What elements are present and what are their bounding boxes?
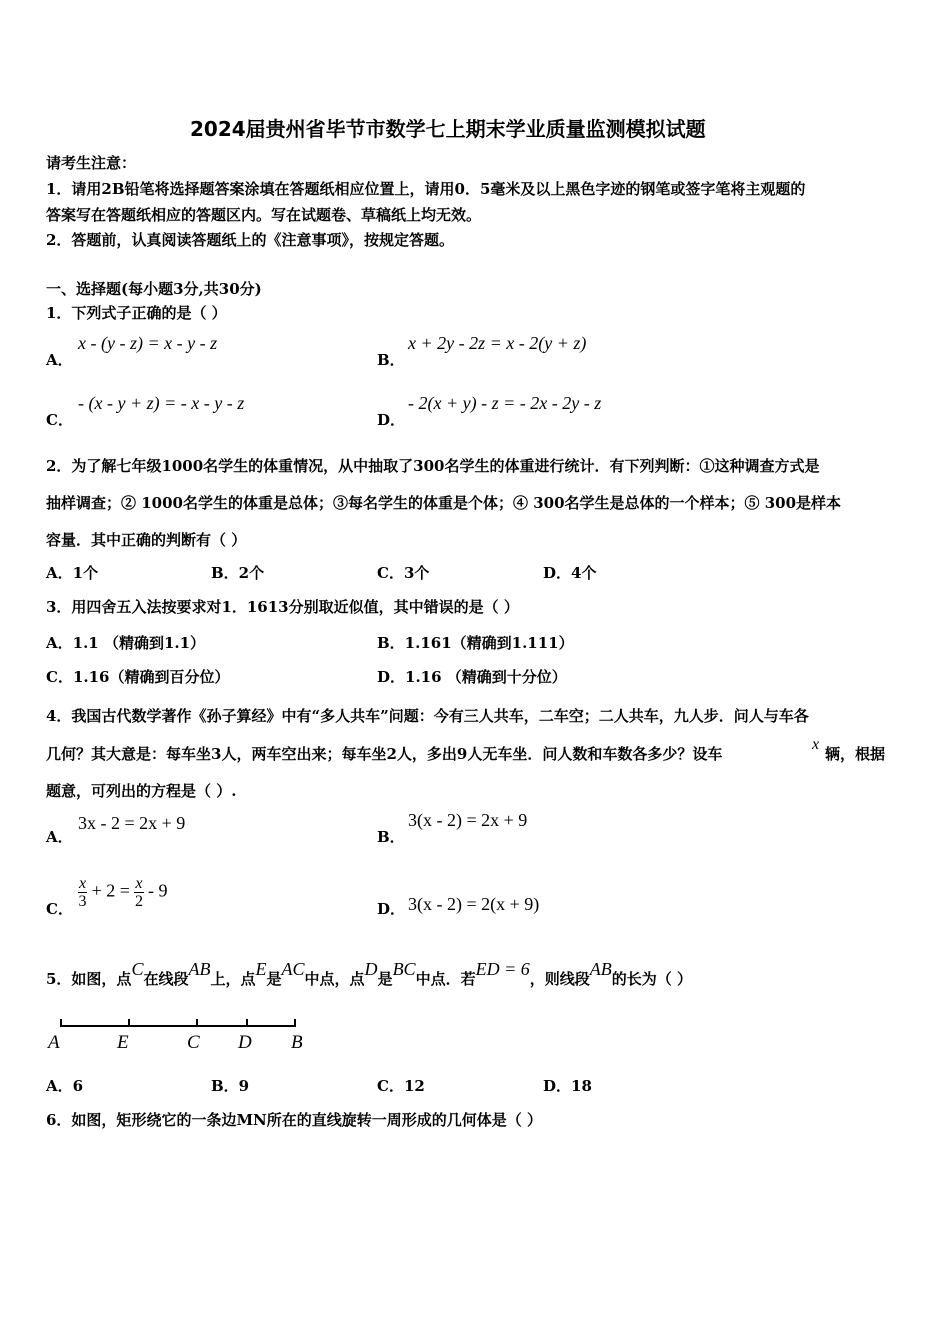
q5-var-d: D xyxy=(364,959,378,979)
q4-option-a-label: A． xyxy=(46,828,73,846)
q5-stem xyxy=(46,959,692,989)
point-a-label: A xyxy=(48,1032,60,1053)
page-title: 2024届贵州省毕节市数学七上期末学业质量监测模拟试题 xyxy=(190,117,706,141)
q5-option-d: D．18 xyxy=(543,1077,592,1095)
q4-line-2b: 辆，根据 xyxy=(825,745,886,763)
q5-text-5: 中点，点 xyxy=(304,970,365,988)
q5-text-6: 是 xyxy=(377,970,393,988)
q1-option-b: x + 2y - 2z = x - 2(y + z) xyxy=(408,333,587,353)
q1-option-d: - 2(x + y) - z = - 2x - 2y - z xyxy=(408,393,602,413)
q4-line-3: 题意，可列出的方程是（ ）. xyxy=(46,782,237,800)
q5-var-ab: AB xyxy=(188,959,211,979)
q5-var-c: C xyxy=(131,959,144,979)
q5-text-3: 上，点 xyxy=(210,970,256,988)
q4-line-2a: 几何？其大意是：每车坐3人，两车空出来；每车坐2人，多出9人无车坐．问人数和车数各多少？设车 xyxy=(46,745,723,763)
q4-option-c-label: C． xyxy=(46,900,73,918)
point-c-label: C xyxy=(187,1032,200,1053)
q3-option-d: D．1.16 （精确到十分位） xyxy=(377,668,567,686)
q1-option-b-label: B． xyxy=(377,351,405,369)
q2-line-1: 2．为了解七年级1000名学生的体重情况，从中抽取了300名学生的体重进行统计．有下列判断：①这种调查方式是 xyxy=(46,457,820,475)
q4-option-b: 3(x - 2) = 2x + 9 xyxy=(408,810,528,830)
q2-line-3: 容量．其中正确的判断有（ ） xyxy=(46,531,247,549)
q5-text-8: ，则线段 xyxy=(529,970,590,988)
q5-text-9: 的长为（ ） xyxy=(611,970,692,988)
q4-c-num-2: x xyxy=(135,875,143,892)
q5-var-bc: BC xyxy=(392,959,416,979)
q2-option-d: D．4个 xyxy=(543,564,597,582)
q5-option-a: A．6 xyxy=(46,1077,84,1095)
q3-option-b: B．1.161（精确到1.111） xyxy=(377,634,574,652)
point-e-label: E xyxy=(117,1032,129,1053)
section-heading: 一、选择题(每小题3分,共30分) xyxy=(46,280,262,298)
q5-text-7: 中点．若 xyxy=(415,970,476,988)
q2-option-a: A．1个 xyxy=(46,564,99,582)
point-d-label: D xyxy=(238,1032,252,1053)
q4-c-den-2: 2 xyxy=(134,893,143,910)
q1-option-a: x - (y - z) = x - y - z xyxy=(78,333,218,353)
q4-variable-x: x xyxy=(812,736,820,753)
q2-option-c: C．3个 xyxy=(377,564,430,582)
q2-option-b: B．2个 xyxy=(211,564,265,582)
q1-option-d-label: D． xyxy=(377,411,406,429)
notice-line-1: 1．请用2B铅笔将选择题答案涂填在答题纸相应位置上，请用0．5毫米及以上黑色字迹的钢笔或签字笔将主观题的 xyxy=(46,180,806,198)
q1-option-c: - (x - y + z) = - x - y - z xyxy=(78,393,245,413)
q3-option-c: C．1.16（精确到百分位） xyxy=(46,668,230,686)
q5-option-c: C．12 xyxy=(377,1077,425,1095)
q4-c-mid: + 2 = xyxy=(91,880,130,901)
q1-stem: 1．下列式子正确的是（ ） xyxy=(46,304,227,322)
q5-var-ac: AC xyxy=(281,959,305,979)
q4-c-num-1: x xyxy=(79,875,87,892)
tick-c xyxy=(196,1019,198,1027)
q4-option-b-label: B． xyxy=(377,828,405,846)
q5-var-ab-2: AB xyxy=(589,959,612,979)
q5-text-4: 是 xyxy=(266,970,282,988)
q5-text-2: 在线段 xyxy=(143,970,189,988)
q3-option-a: A．1.1 （精确到1.1） xyxy=(46,634,206,652)
q5-option-b: B．9 xyxy=(211,1077,250,1095)
tick-d xyxy=(246,1019,248,1027)
q4-line-1: 4．我国古代数学著作《孙子算经》中有“多人共车”问题：今有三人共车，二车空；二人共车，九人步．问人与车各 xyxy=(46,707,809,725)
q5-var-e: E xyxy=(255,959,267,979)
q4-option-a: 3x - 2 = 2x + 9 xyxy=(78,813,186,833)
q4-c-den-1: 3 xyxy=(78,893,87,910)
q6-stem: 6．如图，矩形绕它的一条边MN所在的直线旋转一周形成的几何体是（ ） xyxy=(46,1111,542,1129)
notice-line-2: 2．答题前，认真阅读答题纸上的《注意事项》，按规定答题。 xyxy=(46,231,454,249)
q4-option-d-label: D． xyxy=(377,900,406,918)
q5-text-1: 5．如图，点 xyxy=(46,970,132,988)
tick-e xyxy=(128,1019,130,1027)
tick-a xyxy=(60,1019,62,1027)
tick-b xyxy=(294,1019,296,1027)
segment-line xyxy=(60,1025,296,1027)
q3-stem: 3．用四舍五入法按要求对1．1613分别取近似值，其中错误的是（ ） xyxy=(46,598,519,616)
q4-option-d: 3(x - 2) = 2(x + 9) xyxy=(408,894,540,914)
q1-option-c-label: C． xyxy=(46,411,73,429)
q1-option-a-label: A． xyxy=(46,351,73,369)
point-b-label: B xyxy=(291,1032,303,1053)
notice-line-1b: 答案写在答题纸相应的答题区内。写在试题卷、草稿纸上均无效。 xyxy=(46,206,482,224)
q4-option-c xyxy=(78,875,168,910)
notice-heading: 请考生注意： xyxy=(46,154,137,172)
q4-c-end: - 9 xyxy=(148,880,168,901)
q5-var-ed: ED = 6 xyxy=(475,959,530,979)
q2-line-2: 抽样调查；② 1000名学生的体重是总体；③每名学生的体重是个体；④ 300名学生是总体的一个样本；⑤ 300是样本 xyxy=(46,494,842,512)
